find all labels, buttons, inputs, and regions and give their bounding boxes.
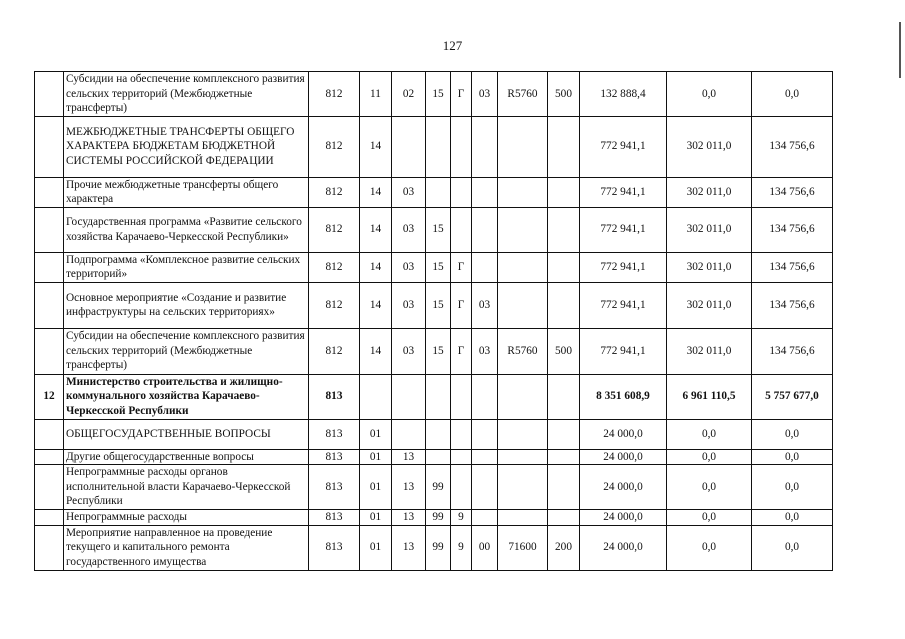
direction-code-cell <box>498 465 548 510</box>
item-name-cell: Подпрограмма «Комплексное развитие сельских территорий» <box>64 252 309 282</box>
subprogram-code-cell: 9 <box>451 525 472 570</box>
expense-type-cell <box>548 374 580 419</box>
amount-year2-cell: 0,0 <box>667 525 752 570</box>
admin-code-cell: 812 <box>309 177 360 207</box>
subsection-code-cell: 13 <box>392 510 426 526</box>
amount-year2-cell: 0,0 <box>667 510 752 526</box>
subprogram-code-cell <box>451 465 472 510</box>
expense-type-cell: 200 <box>548 525 580 570</box>
amount-year2-cell: 302 011,0 <box>667 177 752 207</box>
expense-type-cell: 500 <box>548 72 580 117</box>
amount-year3-cell: 5 757 677,0 <box>752 374 833 419</box>
amount-year2-cell: 302 011,0 <box>667 252 752 282</box>
amount-year1-cell: 24 000,0 <box>580 510 667 526</box>
item-name-cell: МЕЖБЮДЖЕТНЫЕ ТРАНСФЕРТЫ ОБЩЕГО ХАРАКТЕРА БЮДЖЕТАМ БЮДЖЕТНОЙ СИСТЕМЫ РОССИЙСКОЙ ФЕДЕРАЦИИ <box>64 116 309 177</box>
program-code-cell: 99 <box>426 525 451 570</box>
subsection-code-cell: 13 <box>392 525 426 570</box>
program-code-cell <box>426 419 451 449</box>
amount-year3-cell: 134 756,6 <box>752 328 833 374</box>
row-number-cell: 12 <box>35 374 64 419</box>
amount-year3-cell: 0,0 <box>752 525 833 570</box>
row-number-cell <box>35 510 64 526</box>
program-code-cell <box>426 449 451 465</box>
amount-year3-cell: 134 756,6 <box>752 252 833 282</box>
subprogram-code-cell: 9 <box>451 510 472 526</box>
amount-year1-cell: 24 000,0 <box>580 525 667 570</box>
admin-code-cell: 812 <box>309 207 360 252</box>
activity-code-cell <box>472 419 498 449</box>
expense-type-cell <box>548 207 580 252</box>
direction-code-cell <box>498 252 548 282</box>
expense-type-cell <box>548 177 580 207</box>
direction-code-cell <box>498 207 548 252</box>
subprogram-code-cell <box>451 207 472 252</box>
table-row <box>35 116 833 177</box>
section-code-cell: 01 <box>360 419 392 449</box>
expense-type-cell <box>548 465 580 510</box>
direction-code-cell <box>498 116 548 177</box>
amount-year3-cell: 0,0 <box>752 465 833 510</box>
budget-table <box>34 71 833 571</box>
direction-code-cell <box>498 419 548 449</box>
amount-year2-cell: 302 011,0 <box>667 328 752 374</box>
activity-code-cell <box>472 116 498 177</box>
amount-year3-cell: 0,0 <box>752 72 833 117</box>
section-code-cell: 01 <box>360 465 392 510</box>
row-number-cell <box>35 419 64 449</box>
program-code-cell: 99 <box>426 465 451 510</box>
subprogram-code-cell <box>451 419 472 449</box>
table-row <box>35 177 833 207</box>
table-row <box>35 374 833 419</box>
expense-type-cell: 500 <box>548 328 580 374</box>
activity-code-cell <box>472 207 498 252</box>
activity-code-cell <box>472 449 498 465</box>
subprogram-code-cell <box>451 374 472 419</box>
amount-year2-cell: 0,0 <box>667 465 752 510</box>
direction-code-cell: 71600 <box>498 525 548 570</box>
program-code-cell <box>426 374 451 419</box>
section-code-cell: 14 <box>360 282 392 328</box>
row-number-cell <box>35 282 64 328</box>
admin-code-cell: 813 <box>309 449 360 465</box>
table-row <box>35 449 833 465</box>
amount-year1-cell: 772 941,1 <box>580 207 667 252</box>
subprogram-code-cell <box>451 177 472 207</box>
section-code-cell: 11 <box>360 72 392 117</box>
activity-code-cell <box>472 252 498 282</box>
section-code-cell: 14 <box>360 328 392 374</box>
amount-year2-cell: 6 961 110,5 <box>667 374 752 419</box>
table-row <box>35 282 833 328</box>
row-number-cell <box>35 116 64 177</box>
item-name-cell: ОБЩЕГОСУДАРСТВЕННЫЕ ВОПРОСЫ <box>64 419 309 449</box>
table-row <box>35 510 833 526</box>
amount-year3-cell: 0,0 <box>752 510 833 526</box>
activity-code-cell: 03 <box>472 72 498 117</box>
row-number-cell <box>35 449 64 465</box>
item-name-cell: Субсидии на обеспечение комплексного развития сельских территорий (Межбюджетные трансферты) <box>64 72 309 117</box>
amount-year1-cell: 772 941,1 <box>580 328 667 374</box>
amount-year2-cell: 302 011,0 <box>667 116 752 177</box>
amount-year1-cell: 772 941,1 <box>580 177 667 207</box>
activity-code-cell <box>472 374 498 419</box>
item-name-cell: Субсидии на обеспечение комплексного развития сельских территорий (Межбюджетные трансферты) <box>64 328 309 374</box>
amount-year3-cell: 134 756,6 <box>752 282 833 328</box>
table-row <box>35 419 833 449</box>
activity-code-cell: 03 <box>472 282 498 328</box>
subsection-code-cell: 03 <box>392 282 426 328</box>
amount-year2-cell: 0,0 <box>667 72 752 117</box>
row-number-cell <box>35 465 64 510</box>
amount-year3-cell: 134 756,6 <box>752 207 833 252</box>
subsection-code-cell: 02 <box>392 72 426 117</box>
row-number-cell <box>35 252 64 282</box>
program-code-cell: 15 <box>426 207 451 252</box>
direction-code-cell <box>498 177 548 207</box>
direction-code-cell: R5760 <box>498 72 548 117</box>
subsection-code-cell: 03 <box>392 207 426 252</box>
section-code-cell: 14 <box>360 207 392 252</box>
amount-year1-cell: 132 888,4 <box>580 72 667 117</box>
admin-code-cell: 813 <box>309 419 360 449</box>
section-code-cell: 01 <box>360 449 392 465</box>
table-row <box>35 525 833 570</box>
amount-year1-cell: 772 941,1 <box>580 282 667 328</box>
activity-code-cell <box>472 177 498 207</box>
section-code-cell: 14 <box>360 252 392 282</box>
subsection-code-cell: 03 <box>392 177 426 207</box>
subsection-code-cell <box>392 374 426 419</box>
subsection-code-cell: 03 <box>392 252 426 282</box>
amount-year1-cell: 24 000,0 <box>580 419 667 449</box>
admin-code-cell: 812 <box>309 282 360 328</box>
subprogram-code-cell <box>451 116 472 177</box>
activity-code-cell: 03 <box>472 328 498 374</box>
subprogram-code-cell: Г <box>451 252 472 282</box>
subsection-code-cell <box>392 116 426 177</box>
expense-type-cell <box>548 510 580 526</box>
section-code-cell <box>360 374 392 419</box>
row-number-cell <box>35 328 64 374</box>
direction-code-cell: R5760 <box>498 328 548 374</box>
item-name-cell: Основное мероприятие «Создание и развитие инфраструктуры на сельских территориях» <box>64 282 309 328</box>
subsection-code-cell <box>392 419 426 449</box>
expense-type-cell <box>548 282 580 328</box>
subsection-code-cell: 13 <box>392 449 426 465</box>
row-number-cell <box>35 525 64 570</box>
admin-code-cell: 813 <box>309 374 360 419</box>
row-number-cell <box>35 72 64 117</box>
amount-year1-cell: 772 941,1 <box>580 116 667 177</box>
expense-type-cell <box>548 116 580 177</box>
table-row <box>35 328 833 374</box>
scan-edge-mark <box>899 22 901 78</box>
program-code-cell: 15 <box>426 252 451 282</box>
subprogram-code-cell: Г <box>451 72 472 117</box>
section-code-cell: 14 <box>360 177 392 207</box>
amount-year1-cell: 24 000,0 <box>580 465 667 510</box>
expense-type-cell <box>548 449 580 465</box>
item-name-cell: Другие общегосударственные вопросы <box>64 449 309 465</box>
table-row <box>35 465 833 510</box>
admin-code-cell: 813 <box>309 465 360 510</box>
amount-year3-cell: 0,0 <box>752 419 833 449</box>
program-code-cell: 15 <box>426 328 451 374</box>
amount-year3-cell: 134 756,6 <box>752 177 833 207</box>
section-code-cell: 01 <box>360 525 392 570</box>
section-code-cell: 14 <box>360 116 392 177</box>
amount-year2-cell: 0,0 <box>667 419 752 449</box>
item-name-cell: Государственная программа «Развитие сельского хозяйства Карачаево-Черкесской Республики» <box>64 207 309 252</box>
amount-year2-cell: 302 011,0 <box>667 282 752 328</box>
amount-year2-cell: 0,0 <box>667 449 752 465</box>
amount-year1-cell: 772 941,1 <box>580 252 667 282</box>
budget-table-body <box>35 72 833 571</box>
admin-code-cell: 813 <box>309 525 360 570</box>
table-row <box>35 207 833 252</box>
admin-code-cell: 812 <box>309 328 360 374</box>
program-code-cell <box>426 116 451 177</box>
page-number: 127 <box>442 38 463 53</box>
subsection-code-cell: 03 <box>392 328 426 374</box>
activity-code-cell <box>472 510 498 526</box>
activity-code-cell: 00 <box>472 525 498 570</box>
amount-year3-cell: 0,0 <box>752 449 833 465</box>
table-row <box>35 252 833 282</box>
expense-type-cell <box>548 419 580 449</box>
row-number-cell <box>35 177 64 207</box>
program-code-cell: 15 <box>426 72 451 117</box>
direction-code-cell <box>498 510 548 526</box>
amount-year1-cell: 8 351 608,9 <box>580 374 667 419</box>
admin-code-cell: 812 <box>309 252 360 282</box>
program-code-cell: 99 <box>426 510 451 526</box>
table-row <box>35 72 833 117</box>
direction-code-cell <box>498 374 548 419</box>
item-name-cell: Непрограммные расходы органов исполнительной власти Карачаево-Черкесской Республики <box>64 465 309 510</box>
direction-code-cell <box>498 449 548 465</box>
item-name-cell: Прочие межбюджетные трансферты общего характера <box>64 177 309 207</box>
item-name-cell: Непрограммные расходы <box>64 510 309 526</box>
activity-code-cell <box>472 465 498 510</box>
subprogram-code-cell <box>451 449 472 465</box>
subsection-code-cell: 13 <box>392 465 426 510</box>
amount-year1-cell: 24 000,0 <box>580 449 667 465</box>
program-code-cell: 15 <box>426 282 451 328</box>
item-name-cell: Министерство строительства и жилищно-коммунального хозяйства Карачаево-Черкесской Республики <box>64 374 309 419</box>
admin-code-cell: 812 <box>309 72 360 117</box>
amount-year3-cell: 134 756,6 <box>752 116 833 177</box>
admin-code-cell: 812 <box>309 116 360 177</box>
program-code-cell <box>426 177 451 207</box>
subprogram-code-cell: Г <box>451 328 472 374</box>
item-name-cell: Мероприятие направленное на проведение текущего и капитального ремонта государственного имущества <box>64 525 309 570</box>
subprogram-code-cell: Г <box>451 282 472 328</box>
amount-year2-cell: 302 011,0 <box>667 207 752 252</box>
admin-code-cell: 813 <box>309 510 360 526</box>
row-number-cell <box>35 207 64 252</box>
section-code-cell: 01 <box>360 510 392 526</box>
direction-code-cell <box>498 282 548 328</box>
expense-type-cell <box>548 252 580 282</box>
